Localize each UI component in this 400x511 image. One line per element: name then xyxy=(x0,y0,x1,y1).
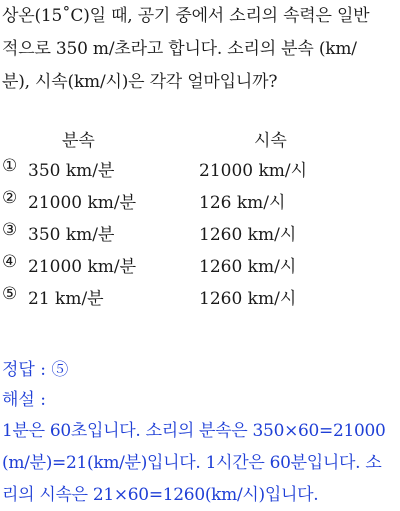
option-number: ① xyxy=(2,156,18,176)
explanation-line: (m/분)=21(km/분)입니다. 1시간은 60분입니다. 소 xyxy=(2,453,382,473)
option-per-minute: 21000 km/분 xyxy=(28,257,137,277)
question-line: 적으로 350 m/초라고 합니다. 소리의 분속 (km/ xyxy=(2,39,357,59)
option-1 xyxy=(0,156,400,188)
option-number: ③ xyxy=(2,220,18,240)
option-per-minute: 350 km/분 xyxy=(28,225,115,245)
question-line: 상온(15˚C)일 때, 공기 중에서 소리의 속력은 일반 xyxy=(2,6,370,26)
table-header xyxy=(0,126,400,156)
header-per-minute: 분속 xyxy=(62,131,95,151)
option-5 xyxy=(0,284,400,316)
option-number: ④ xyxy=(2,252,18,272)
option-2 xyxy=(0,188,400,220)
question-text xyxy=(2,0,398,99)
options-table xyxy=(0,126,400,316)
option-per-minute: 21 km/분 xyxy=(28,289,104,309)
question-line: 분), 시속(km/시)은 각각 얼마입니까? xyxy=(2,72,278,92)
option-per-hour: 126 km/시 xyxy=(199,193,286,213)
answer-section xyxy=(2,355,398,511)
option-number: ⑤ xyxy=(2,284,18,304)
option-per-hour: 1260 km/시 xyxy=(199,289,297,309)
explanation-line: 1분은 60초입니다. 소리의 분속은 350×60=21000 xyxy=(2,421,386,441)
option-per-minute: 21000 km/분 xyxy=(28,193,137,213)
option-3 xyxy=(0,220,400,252)
explanation-line: 리의 시속은 21×60=1260(km/시)입니다. xyxy=(2,485,319,505)
option-per-hour: 1260 km/시 xyxy=(199,225,297,245)
option-per-hour: 1260 km/시 xyxy=(199,257,297,277)
correct-answer: 정답 : ⑤ xyxy=(2,360,69,380)
option-per-hour: 21000 km/시 xyxy=(199,161,308,181)
explanation-label: 해설 : xyxy=(2,390,46,410)
header-per-hour: 시속 xyxy=(254,131,287,151)
option-per-minute: 350 km/분 xyxy=(28,161,115,181)
option-4 xyxy=(0,252,400,284)
option-number: ② xyxy=(2,188,18,208)
